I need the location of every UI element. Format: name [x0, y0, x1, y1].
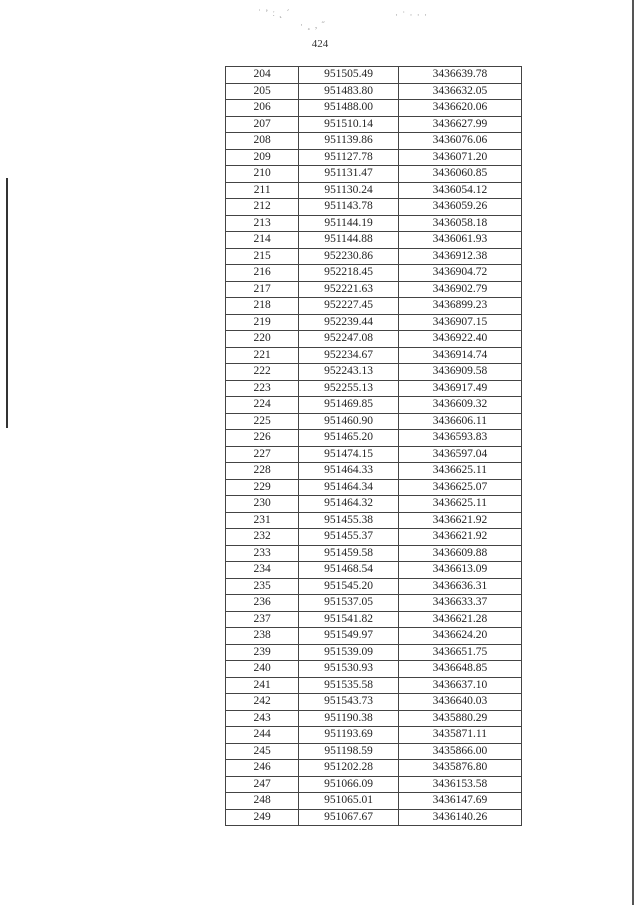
y-coordinate-cell: 3436597.04 — [398, 446, 521, 463]
y-coordinate-cell: 3435866.00 — [398, 743, 521, 760]
y-coordinate-cell: 3436640.03 — [398, 694, 521, 711]
x-coordinate-cell: 951539.09 — [299, 644, 398, 661]
table-row — [226, 397, 522, 414]
y-coordinate-cell: 3436633.37 — [398, 595, 521, 612]
point-number-cell: 234 — [226, 562, 299, 579]
point-number-cell: 247 — [226, 776, 299, 793]
point-number-cell: 211 — [226, 182, 299, 199]
x-coordinate-cell: 951483.80 — [299, 83, 398, 100]
y-coordinate-cell: 3436054.12 — [398, 182, 521, 199]
table-row — [226, 545, 522, 562]
x-coordinate-cell: 951545.20 — [299, 578, 398, 595]
point-number-cell: 233 — [226, 545, 299, 562]
table-row — [226, 232, 522, 249]
y-coordinate-cell: 3436061.93 — [398, 232, 521, 249]
x-coordinate-cell: 951202.28 — [299, 760, 398, 777]
point-number-cell: 232 — [226, 529, 299, 546]
x-coordinate-cell: 951144.88 — [299, 232, 398, 249]
table-row — [226, 463, 522, 480]
point-number-cell: 229 — [226, 479, 299, 496]
point-number-cell: 213 — [226, 215, 299, 232]
y-coordinate-cell: 3436627.99 — [398, 116, 521, 133]
y-coordinate-cell: 3436609.88 — [398, 545, 521, 562]
table-row — [226, 430, 522, 447]
table-row — [226, 446, 522, 463]
table-row — [226, 100, 522, 117]
x-coordinate-cell: 951065.01 — [299, 793, 398, 810]
x-coordinate-cell: 951474.15 — [299, 446, 398, 463]
table-row — [226, 809, 522, 826]
x-coordinate-cell: 951190.38 — [299, 710, 398, 727]
table-row — [226, 67, 522, 84]
point-number-cell: 216 — [226, 265, 299, 282]
table-row — [226, 314, 522, 331]
y-coordinate-cell: 3436140.26 — [398, 809, 521, 826]
y-coordinate-cell: 3436609.32 — [398, 397, 521, 414]
x-coordinate-cell: 952234.67 — [299, 347, 398, 364]
point-number-cell: 245 — [226, 743, 299, 760]
point-number-cell: 210 — [226, 166, 299, 183]
table-row — [226, 199, 522, 216]
x-coordinate-cell: 951460.90 — [299, 413, 398, 430]
x-coordinate-cell: 951465.20 — [299, 430, 398, 447]
table-row — [226, 331, 522, 348]
table-row — [226, 265, 522, 282]
x-coordinate-cell: 951139.86 — [299, 133, 398, 150]
scan-artifact: · ˙ · · · — [395, 10, 428, 20]
x-coordinate-cell: 951530.93 — [299, 661, 398, 678]
y-coordinate-cell: 3436899.23 — [398, 298, 521, 315]
y-coordinate-cell: 3436902.79 — [398, 281, 521, 298]
y-coordinate-cell: 3436639.78 — [398, 67, 521, 84]
page-number: 424 — [311, 38, 329, 50]
y-coordinate-cell: 3436060.85 — [398, 166, 521, 183]
table-row — [226, 562, 522, 579]
table-row — [226, 380, 522, 397]
x-coordinate-cell: 952218.45 — [299, 265, 398, 282]
point-number-cell: 223 — [226, 380, 299, 397]
y-coordinate-cell: 3436625.07 — [398, 479, 521, 496]
y-coordinate-cell: 3436648.85 — [398, 661, 521, 678]
point-number-cell: 219 — [226, 314, 299, 331]
x-coordinate-cell: 951464.33 — [299, 463, 398, 480]
table-row — [226, 776, 522, 793]
table-row — [226, 710, 522, 727]
y-coordinate-cell: 3436624.20 — [398, 628, 521, 645]
point-number-cell: 228 — [226, 463, 299, 480]
y-coordinate-cell: 3436632.05 — [398, 83, 521, 100]
table-row — [226, 182, 522, 199]
table-row — [226, 166, 522, 183]
y-coordinate-cell: 3435871.11 — [398, 727, 521, 744]
y-coordinate-cell: 3436914.74 — [398, 347, 521, 364]
table-row — [226, 347, 522, 364]
table-row — [226, 364, 522, 381]
y-coordinate-cell: 3436621.92 — [398, 529, 521, 546]
y-coordinate-cell: 3436625.11 — [398, 463, 521, 480]
x-coordinate-cell: 952230.86 — [299, 248, 398, 265]
y-coordinate-cell: 3436153.58 — [398, 776, 521, 793]
x-coordinate-cell: 952227.45 — [299, 298, 398, 315]
table-row — [226, 215, 522, 232]
x-coordinate-cell: 951198.59 — [299, 743, 398, 760]
point-number-cell: 217 — [226, 281, 299, 298]
x-coordinate-cell: 951455.37 — [299, 529, 398, 546]
y-coordinate-cell: 3436147.69 — [398, 793, 521, 810]
y-coordinate-cell: 3436651.75 — [398, 644, 521, 661]
x-coordinate-cell: 951455.38 — [299, 512, 398, 529]
point-number-cell: 215 — [226, 248, 299, 265]
x-coordinate-cell: 951464.32 — [299, 496, 398, 513]
y-coordinate-cell: 3436904.72 — [398, 265, 521, 282]
x-coordinate-cell: 951541.82 — [299, 611, 398, 628]
x-coordinate-cell: 952255.13 — [299, 380, 398, 397]
x-coordinate-cell: 951067.67 — [299, 809, 398, 826]
y-coordinate-cell: 3436636.31 — [398, 578, 521, 595]
x-coordinate-cell: 951510.14 — [299, 116, 398, 133]
x-coordinate-cell: 952243.13 — [299, 364, 398, 381]
y-coordinate-cell: 3435876.80 — [398, 760, 521, 777]
point-number-cell: 207 — [226, 116, 299, 133]
point-number-cell: 214 — [226, 232, 299, 249]
table-row — [226, 413, 522, 430]
point-number-cell: 227 — [226, 446, 299, 463]
table-row — [226, 496, 522, 513]
x-coordinate-cell: 951535.58 — [299, 677, 398, 694]
point-number-cell: 238 — [226, 628, 299, 645]
point-number-cell: 246 — [226, 760, 299, 777]
point-number-cell: 224 — [226, 397, 299, 414]
point-number-cell: 243 — [226, 710, 299, 727]
table-row — [226, 661, 522, 678]
x-coordinate-cell: 952239.44 — [299, 314, 398, 331]
point-number-cell: 240 — [226, 661, 299, 678]
y-coordinate-cell: 3436621.92 — [398, 512, 521, 529]
point-number-cell: 209 — [226, 149, 299, 166]
point-number-cell: 230 — [226, 496, 299, 513]
x-coordinate-cell: 951144.19 — [299, 215, 398, 232]
x-coordinate-cell: 952221.63 — [299, 281, 398, 298]
table-row — [226, 578, 522, 595]
y-coordinate-cell: 3436059.26 — [398, 199, 521, 216]
table-row — [226, 595, 522, 612]
table-row — [226, 281, 522, 298]
table-row — [226, 298, 522, 315]
scan-edge-line — [632, 0, 634, 905]
coordinate-table — [225, 66, 522, 826]
y-coordinate-cell: 3436625.11 — [398, 496, 521, 513]
table-row — [226, 760, 522, 777]
point-number-cell: 221 — [226, 347, 299, 364]
point-number-cell: 242 — [226, 694, 299, 711]
x-coordinate-cell: 951505.49 — [299, 67, 398, 84]
point-number-cell: 225 — [226, 413, 299, 430]
x-coordinate-cell: 951193.69 — [299, 727, 398, 744]
point-number-cell: 244 — [226, 727, 299, 744]
point-number-cell: 241 — [226, 677, 299, 694]
y-coordinate-cell: 3436606.11 — [398, 413, 521, 430]
point-number-cell: 226 — [226, 430, 299, 447]
point-number-cell: 249 — [226, 809, 299, 826]
y-coordinate-cell: 3436637.10 — [398, 677, 521, 694]
x-coordinate-cell: 951131.47 — [299, 166, 398, 183]
table-row — [226, 479, 522, 496]
table-row — [226, 529, 522, 546]
point-number-cell: 222 — [226, 364, 299, 381]
table-row — [226, 677, 522, 694]
y-coordinate-cell: 3436909.58 — [398, 364, 521, 381]
point-number-cell: 235 — [226, 578, 299, 595]
point-number-cell: 212 — [226, 199, 299, 216]
x-coordinate-cell: 951549.97 — [299, 628, 398, 645]
scan-edge-line — [6, 178, 8, 428]
y-coordinate-cell: 3436620.06 — [398, 100, 521, 117]
x-coordinate-cell: 951127.78 — [299, 149, 398, 166]
y-coordinate-cell: 3436071.20 — [398, 149, 521, 166]
point-number-cell: 237 — [226, 611, 299, 628]
table-row — [226, 694, 522, 711]
table-row — [226, 149, 522, 166]
x-coordinate-cell: 951066.09 — [299, 776, 398, 793]
table-row — [226, 644, 522, 661]
table-row — [226, 743, 522, 760]
scan-artifact: · ¸ ‚ ˝ — [300, 20, 326, 30]
x-coordinate-cell: 951469.85 — [299, 397, 398, 414]
point-number-cell: 208 — [226, 133, 299, 150]
x-coordinate-cell: 951543.73 — [299, 694, 398, 711]
x-coordinate-cell: 951537.05 — [299, 595, 398, 612]
y-coordinate-cell: 3436076.06 — [398, 133, 521, 150]
table-row — [226, 83, 522, 100]
table-row — [226, 793, 522, 810]
y-coordinate-cell: 3436613.09 — [398, 562, 521, 579]
table-row — [226, 512, 522, 529]
point-number-cell: 220 — [226, 331, 299, 348]
point-number-cell: 218 — [226, 298, 299, 315]
x-coordinate-cell: 952247.08 — [299, 331, 398, 348]
point-number-cell: 231 — [226, 512, 299, 529]
point-number-cell: 205 — [226, 83, 299, 100]
scan-artifact: ˙ ʼ ː ˛ ´ — [258, 8, 291, 18]
y-coordinate-cell: 3436912.38 — [398, 248, 521, 265]
y-coordinate-cell: 3436621.28 — [398, 611, 521, 628]
point-number-cell: 236 — [226, 595, 299, 612]
point-number-cell: 206 — [226, 100, 299, 117]
table-row — [226, 248, 522, 265]
y-coordinate-cell: 3436058.18 — [398, 215, 521, 232]
x-coordinate-cell: 951468.54 — [299, 562, 398, 579]
y-coordinate-cell: 3436922.40 — [398, 331, 521, 348]
x-coordinate-cell: 951488.00 — [299, 100, 398, 117]
table-row — [226, 611, 522, 628]
table-row — [226, 727, 522, 744]
x-coordinate-cell: 951143.78 — [299, 199, 398, 216]
x-coordinate-cell: 951130.24 — [299, 182, 398, 199]
point-number-cell: 204 — [226, 67, 299, 84]
table-row — [226, 116, 522, 133]
table-row — [226, 133, 522, 150]
table-row — [226, 628, 522, 645]
point-number-cell: 239 — [226, 644, 299, 661]
point-number-cell: 248 — [226, 793, 299, 810]
y-coordinate-cell: 3436907.15 — [398, 314, 521, 331]
x-coordinate-cell: 951459.58 — [299, 545, 398, 562]
y-coordinate-cell: 3436593.83 — [398, 430, 521, 447]
y-coordinate-cell: 3435880.29 — [398, 710, 521, 727]
x-coordinate-cell: 951464.34 — [299, 479, 398, 496]
y-coordinate-cell: 3436917.49 — [398, 380, 521, 397]
